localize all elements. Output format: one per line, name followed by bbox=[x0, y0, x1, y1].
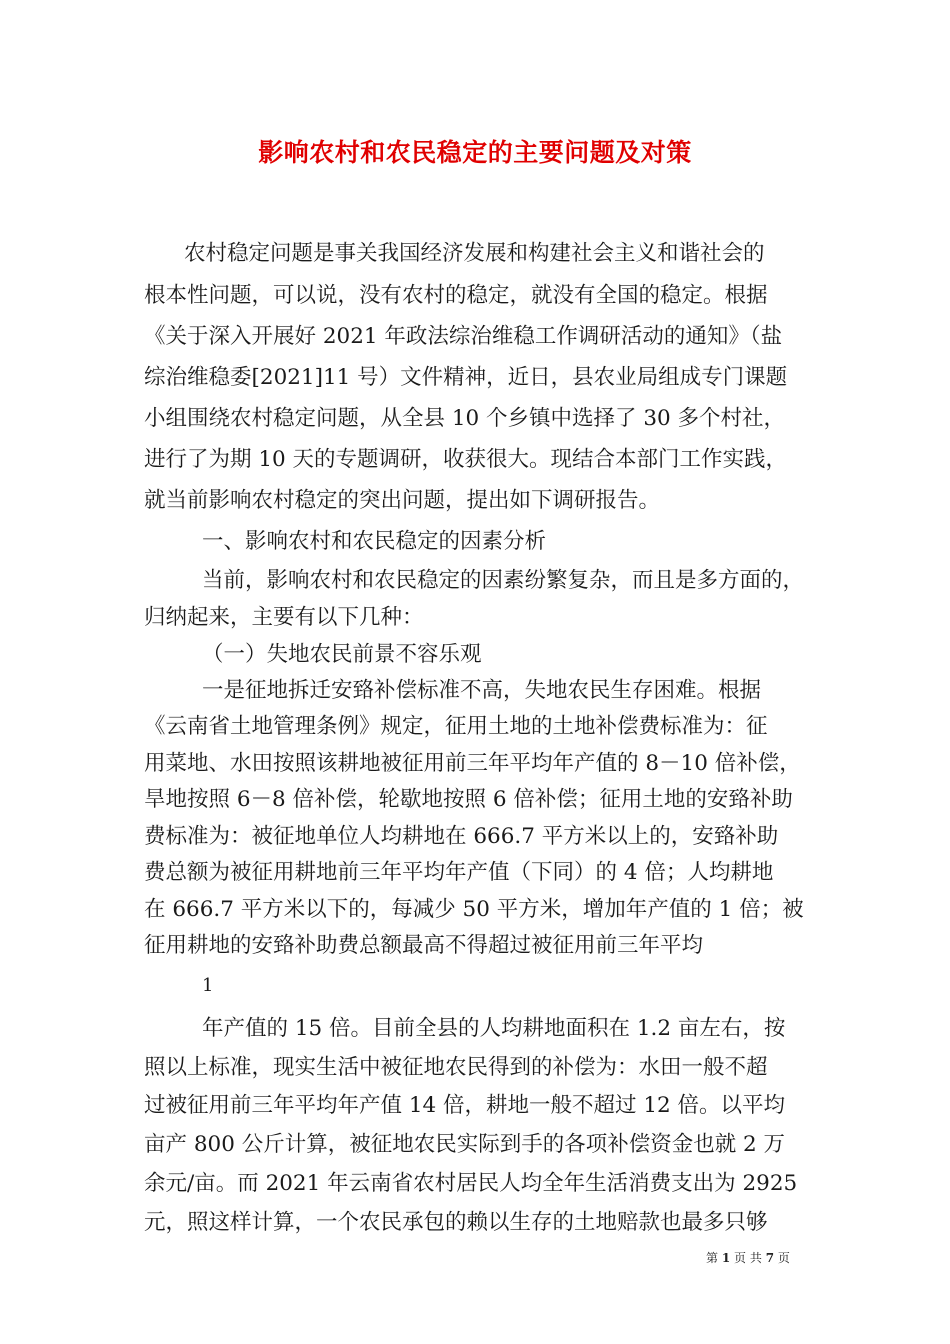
section-heading: 一、影响农村和农民稳定的因素分析 bbox=[202, 529, 547, 554]
paragraph-line: 余元/亩。而 2021 年云南省农村居民人均全年生活消费支出为 2925 bbox=[144, 1171, 798, 1196]
paragraph-line: 就当前影响农村稳定的突出问题，提出如下调研报告。 bbox=[144, 488, 661, 513]
footer-current-page: 1 bbox=[721, 1251, 731, 1265]
paragraph-line: 在 666.7 平方米以下的，每减少 50 平方米，增加年产值的 1 倍；被 bbox=[144, 897, 804, 922]
paragraph-line: 照以上标准，现实生活中被征地农民得到的补偿为：水田一般不超 bbox=[144, 1055, 768, 1080]
footer-suffix: 页 bbox=[777, 1251, 790, 1265]
paragraph-line: 过被征用前三年平均年产值 14 倍，耕地一般不超过 12 倍。以平均 bbox=[144, 1093, 786, 1118]
paragraph-line: 亩产 800 公斤计算，被征地农民实际到手的各项补偿资金也就 2 万 bbox=[144, 1132, 786, 1157]
footer-total-pages: 7 bbox=[765, 1251, 775, 1265]
page-break-marker: 1 bbox=[202, 975, 214, 996]
footer-prefix: 第 bbox=[706, 1251, 719, 1265]
paragraph-line: 农村稳定问题是事关我国经济发展和构建社会主义和谐社会的 bbox=[184, 241, 765, 266]
page-footer bbox=[706, 1249, 790, 1266]
paragraph-line: 根本性问题，可以说，没有农村的稳定，就没有全国的稳定。根据 bbox=[144, 283, 768, 308]
paragraph-line: 《关于深入开展好 2021 年政法综治维稳工作调研活动的通知》（盐 bbox=[144, 324, 783, 349]
paragraph-line: 归纳起来，主要有以下几种： bbox=[144, 605, 424, 630]
paragraph-line: 旱地按照 6－8 倍补偿，轮歇地按照 6 倍补偿；征用土地的安臵补助 bbox=[144, 787, 793, 812]
document-title: 影响农村和农民稳定的主要问题及对策 bbox=[258, 138, 692, 167]
footer-middle: 页 共 bbox=[734, 1251, 762, 1265]
paragraph-line: 当前，影响农村和农民稳定的因素纷繁复杂，而且是多方面的， bbox=[202, 568, 805, 593]
paragraph-line: 费标准为：被征地单位人均耕地在 666.7 平方米以上的，安臵补助 bbox=[144, 824, 779, 849]
paragraph-line: 费总额为被征用耕地前三年平均年产值（下同）的 4 倍；人均耕地 bbox=[144, 860, 774, 885]
paragraph-line: 进行了为期 10 天的专题调研，收获很大。现结合本部门工作实践， bbox=[144, 447, 788, 472]
paragraph-line: 征用耕地的安臵补助费总额最高不得超过被征用前三年平均 bbox=[144, 933, 704, 958]
paragraph-line: 一是征地拆迁安臵补偿标准不高，失地农民生存困难。根据 bbox=[202, 678, 762, 703]
paragraph-line: 《云南省土地管理条例》规定，征用土地的土地补偿费标准为：征 bbox=[144, 714, 768, 739]
paragraph-line: 用菜地、水田按照该耕地被征用前三年平均年产值的 8－10 倍补偿， bbox=[144, 751, 801, 776]
paragraph-line: 元，照这样计算，一个农民承包的赖以生存的土地赔款也最多只够 bbox=[144, 1210, 768, 1235]
paragraph-line: 综治维稳委[2021]11 号）文件精神，近日，县农业局组成专门课题 bbox=[144, 365, 788, 390]
paragraph-line: 小组围绕农村稳定问题，从全县 10 个乡镇中选择了 30 多个村社， bbox=[144, 406, 786, 431]
paragraph-line: 年产值的 15 倍。目前全县的人均耕地面积在 1.2 亩左右，按 bbox=[202, 1016, 786, 1041]
subsection-heading: （一）失地农民前景不容乐观 bbox=[202, 642, 482, 667]
